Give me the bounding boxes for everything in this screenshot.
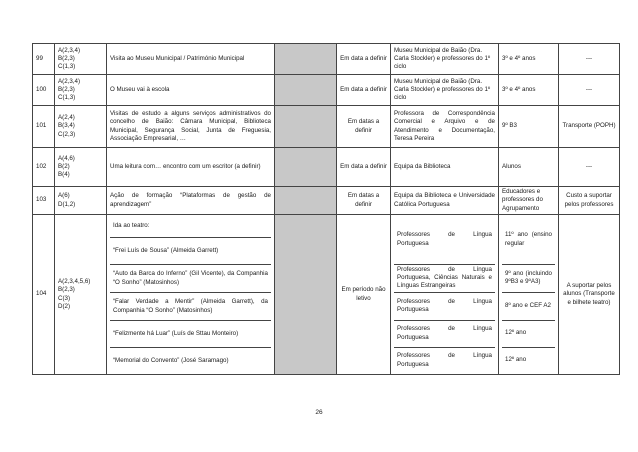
activity-description: Ação de formação “Plataformas de gestão de aprendizagem” <box>107 187 275 215</box>
resources: Custo a suportar pelos professores <box>559 187 620 215</box>
gray-cell <box>275 148 337 187</box>
audience-stack <box>502 216 555 374</box>
activity-number: 102 <box>33 148 55 187</box>
objective-codes <box>55 148 107 187</box>
responsible: Professores de Língua Portuguesa <box>394 292 495 320</box>
gray-cell <box>275 106 337 148</box>
theatre-intro: Ida ao teatro: <box>113 221 150 229</box>
code: C(1,3) <box>58 94 76 102</box>
activity-description: Visitas de estudo a alguns serviços administrativos do concelho de Baião: Câmara Municipal, Biblioteca Municipal, Segurança Social, Junta de Freguesia, Associação Empresarial, … <box>107 106 275 148</box>
audience-list <box>499 215 559 375</box>
schedule: Em datas a definir <box>337 106 391 148</box>
theatre-activities <box>107 215 275 375</box>
audience: Educadores e professores do Agrupamento <box>499 187 559 215</box>
schedule: Em data a definir <box>337 148 391 187</box>
audience: 8º ano e CEF A2 <box>502 292 555 320</box>
theatre-play: “Auto da Barca do Inferno” (Gil Vicente), da Companhia “O Sonho” (Matosinhos) <box>110 264 271 292</box>
table-row <box>33 75 620 106</box>
audience: 9º ano (incluindo 9ºB3 e 9ºA3) <box>502 264 555 292</box>
code: A(2,4) <box>58 114 75 122</box>
code: C(2,3) <box>58 130 76 138</box>
activity-number: 99 <box>33 44 55 75</box>
objective-codes <box>55 215 107 375</box>
audience: Alunos <box>499 148 559 187</box>
code: C(3) <box>58 294 71 302</box>
theatre-play: “Felizmente há Luar” (Luís de Sttau Monteiro) <box>110 320 271 347</box>
table-row <box>33 44 620 75</box>
table-row <box>33 187 620 215</box>
audience: 12º ano <box>502 347 555 374</box>
theatre-play: “Frei Luís de Sousa” (Almeida Garrett) <box>110 237 271 264</box>
audience: 12º ano <box>502 320 555 347</box>
resources: Transporte (POPH) <box>559 106 620 148</box>
responsible: Professores de Língua Portuguesa <box>394 347 495 374</box>
resources: --- <box>559 44 620 75</box>
activity-number: 101 <box>33 106 55 148</box>
schedule: Em data a definir <box>337 44 391 75</box>
code: A(4,6) <box>58 154 75 162</box>
theatre-play: “Memorial do Convento” (José Saramago) <box>110 347 271 374</box>
activity-plan-table <box>32 43 620 375</box>
responsible: Professores de Língua Portuguesa, Ciências Naturais e Línguas Estrangeiras <box>394 264 495 292</box>
objective-codes <box>55 75 107 106</box>
table-row <box>33 148 620 187</box>
responsible: Museu Municipal de Baião (Dra. Carla Stockler) e professores do 1º ciclo <box>391 75 499 106</box>
audience: 3º e 4º anos <box>499 75 559 106</box>
code: C(1,3) <box>58 63 76 71</box>
responsible: Equipa da Biblioteca <box>391 148 499 187</box>
activity-number: 103 <box>33 187 55 215</box>
responsible: Professores de Língua Portuguesa <box>397 231 492 247</box>
table-row <box>33 106 620 148</box>
code: B(2) <box>58 162 70 170</box>
activity-description: Visita ao Museu Municipal / Património Municipal <box>107 44 275 75</box>
objective-codes <box>55 106 107 148</box>
code: A(6) <box>58 192 70 200</box>
theatre-play: “Falar Verdade a Mentir” (Almeida Garrett), da Companhia “O Sonho” (Matosinhos) <box>110 292 271 320</box>
activity-number: 104 <box>33 215 55 375</box>
objective-codes <box>55 44 107 75</box>
resources: --- <box>559 148 620 187</box>
resources: --- <box>559 75 620 106</box>
audience: 3º e 4º anos <box>499 44 559 75</box>
responsible: Professora de Correspondência Comercial e Arquivo e de Atendimento e Documentação, Teresa Pereira <box>391 106 499 148</box>
gray-cell <box>275 187 337 215</box>
audience: 9º B3 <box>499 106 559 148</box>
code: A(2,3,4) <box>58 46 81 54</box>
audience: 11º ano (ensino regular <box>505 231 552 247</box>
gray-cell <box>275 75 337 106</box>
table-body <box>33 44 620 375</box>
resources: A suportar pelos alunos (Transporte e bilhete teatro) <box>559 215 620 375</box>
schedule: Em datas a definir <box>337 187 391 215</box>
activity-description: Uma leitura com… encontro com um escritor (a definir) <box>107 148 275 187</box>
responsible: Professores de Língua Portuguesa <box>394 320 495 347</box>
responsible-stack <box>394 216 495 374</box>
code: B(2,3) <box>58 54 75 62</box>
code: A(2,3,4) <box>58 77 81 85</box>
code: B(2,3) <box>58 286 75 294</box>
responsible: Museu Municipal de Baião (Dra. Carla Stockler) e professores do 1º ciclo <box>391 44 499 75</box>
gray-cell <box>275 44 337 75</box>
theatre-activity-list <box>110 215 271 374</box>
code: B(4) <box>58 171 70 179</box>
table-row <box>33 215 620 375</box>
code: D(2) <box>58 302 71 310</box>
code: B(2,3) <box>58 85 75 93</box>
code: B(3,4) <box>58 122 75 130</box>
responsible-list <box>391 215 499 375</box>
activity-description: O Museu vai à escola <box>107 75 275 106</box>
schedule: Em período não letivo <box>337 215 391 375</box>
code: A(2,3,4,5,6) <box>58 278 91 286</box>
schedule: Em data a definir <box>337 75 391 106</box>
code: D(1,2) <box>58 200 76 208</box>
objective-codes <box>55 187 107 215</box>
page-number: 26 <box>315 409 323 416</box>
activity-number: 100 <box>33 75 55 106</box>
responsible: Equipa da Biblioteca e Universidade Católica Portuguesa <box>391 187 499 215</box>
gray-cell <box>275 215 337 375</box>
